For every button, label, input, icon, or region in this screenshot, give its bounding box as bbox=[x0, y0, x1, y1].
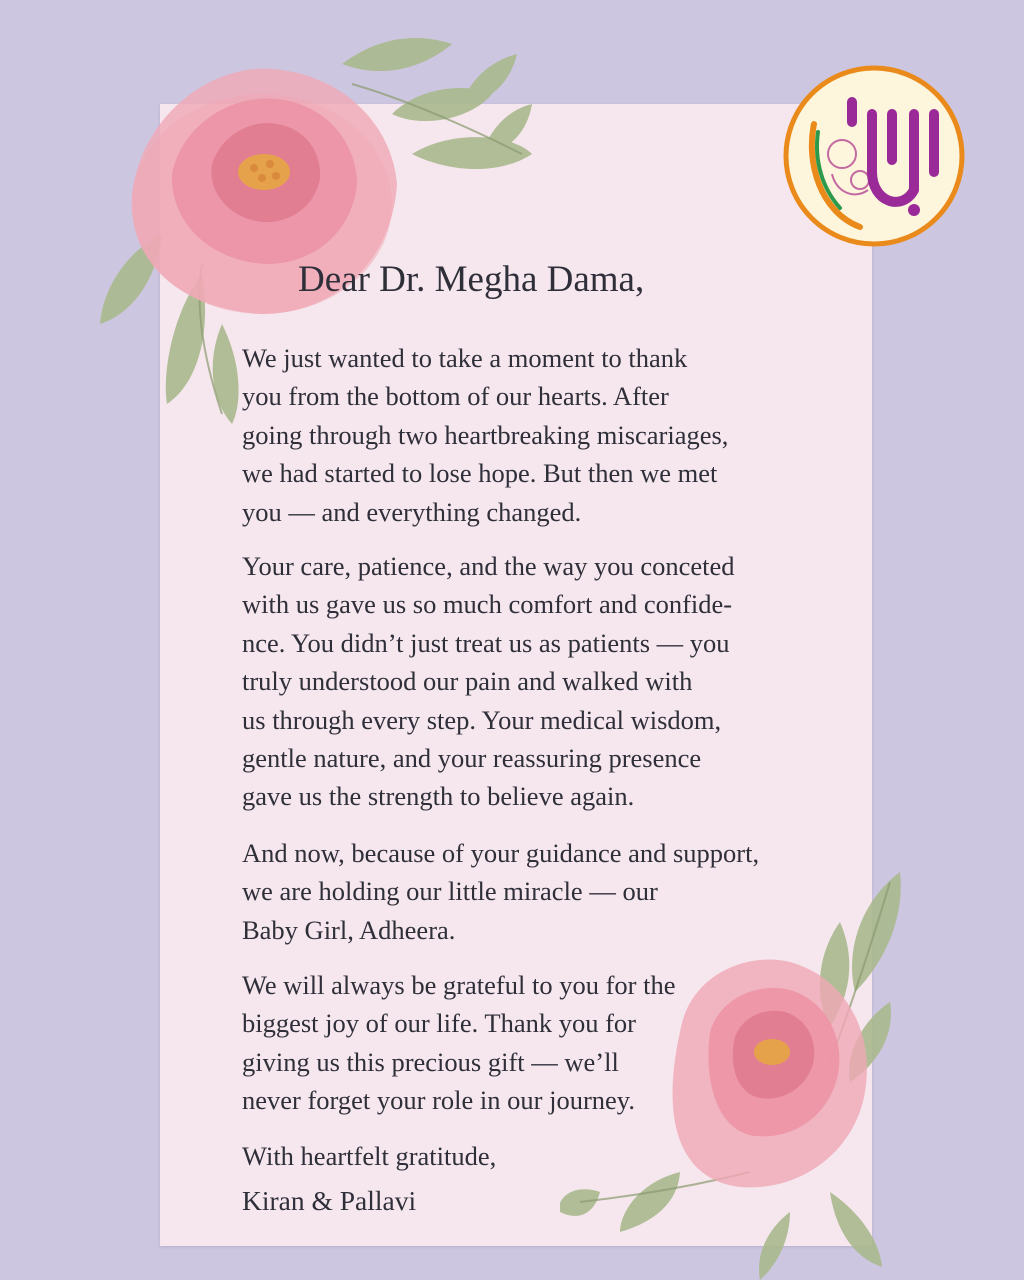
letter-line: Baby Girl, Adheera. bbox=[242, 914, 456, 945]
letter-line: you — and everything changed. bbox=[242, 496, 582, 527]
letter-line: going through two heartbreaking miscariages, bbox=[242, 419, 729, 450]
letter-line: we are holding our little miracle — our bbox=[242, 876, 658, 907]
letter-line: nce. You didn’t just treat us as patients — you bbox=[242, 627, 730, 658]
letter-line: Your care, patience, and the way you conceted bbox=[242, 551, 735, 581]
paragraph-3 bbox=[242, 834, 759, 949]
letter-line: we had started to lose hope. But then we met bbox=[242, 458, 718, 489]
clinic-logo-icon bbox=[780, 62, 968, 250]
letter-line: gave us the strength to believe again. bbox=[242, 781, 635, 812]
letter-closing: With heartfelt gratitude, bbox=[242, 1141, 497, 1171]
letter-line: never forget your role in our journey. bbox=[242, 1085, 635, 1116]
letter-line: We will always be grateful to you for the bbox=[242, 970, 676, 1000]
letter-line: We just wanted to take a moment to thank bbox=[242, 343, 688, 373]
paragraph-2 bbox=[242, 547, 735, 816]
letter-signature: Kiran & Pallavi bbox=[242, 1185, 417, 1216]
letter-line: truly understood our pain and walked with bbox=[242, 666, 693, 697]
paragraph-1 bbox=[242, 339, 728, 531]
letter-line: biggest joy of our life. Thank you for bbox=[242, 1008, 636, 1039]
paragraph-4 bbox=[242, 966, 676, 1120]
letter-line: you from the bottom of our hearts. After bbox=[242, 381, 669, 412]
letter-line: And now, because of your guidance and support, bbox=[242, 838, 760, 868]
letter-line: with us gave us so much comfort and confide- bbox=[242, 589, 733, 620]
letter-line: giving us this precious gift — we’ll bbox=[242, 1046, 619, 1077]
letter-greeting: Dear Dr. Megha Dama, bbox=[298, 259, 645, 300]
letter-line: gentle nature, and your reassuring presence bbox=[242, 743, 702, 774]
letter-line: us through every step. Your medical wisdom, bbox=[242, 704, 722, 735]
